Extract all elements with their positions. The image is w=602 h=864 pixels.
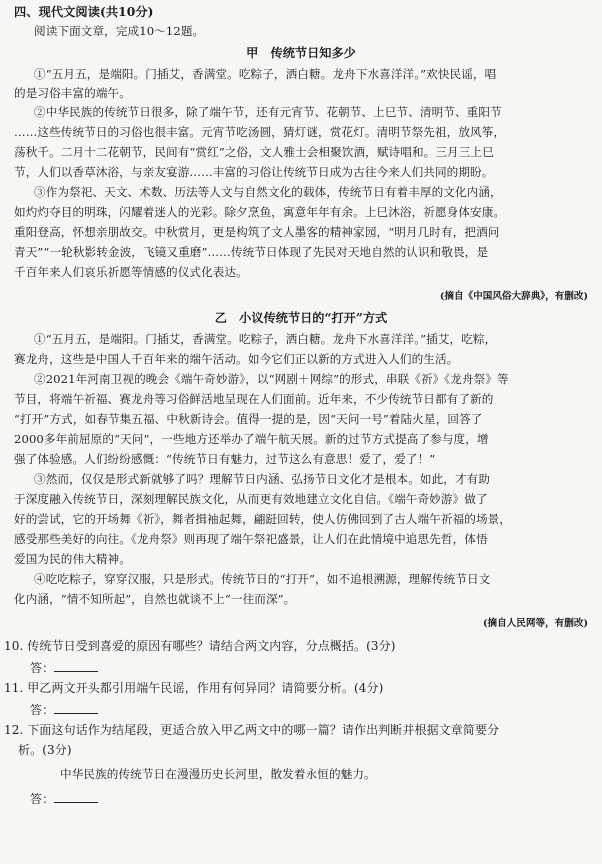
article-a-source: (摘自《中国风俗大辞典》，有删改): [439, 291, 588, 302]
article-a-line: ②中华民族的传统节日很多，除了端午节，还有元宵节、花朝节、上巳节、清明节、重阳节: [34, 105, 502, 119]
article-a-title: 甲 传统节日知多少: [246, 46, 356, 60]
answer-blank-10[interactable]: [54, 659, 98, 672]
section-title: 四、现代文阅读(共10分): [14, 5, 154, 19]
instruction: 阅读下面文章，完成10～12题。: [34, 24, 205, 38]
article-b-line: 赛龙舟，这些是中国人千百年来的端午活动。如今它们正以新的方式进入人们的生活。: [14, 352, 459, 366]
article-b-line: “打开”方式，如春节集五福、中秋新诗会。值得一提的是，因“天问一号”着陆火星，回答了: [14, 412, 483, 426]
answer-row-12: [30, 790, 98, 808]
article-a-line: 的是习俗丰富的端午。: [14, 86, 131, 100]
article-a-line: 青天”“一轮秋影转金波，飞镜又重磨”……传统节日体现了先民对天地自然的认识和敬畏，是: [14, 245, 489, 259]
article-b-line: 2000多年前屈原的“天问”，一些地方还举办了端午航天展。新的过节方式提高了参与度，增: [14, 432, 489, 446]
article-b-line: 爱国为民的伟大精神。: [14, 552, 131, 566]
answer-row-10: [30, 659, 98, 677]
article-b-line: 于深度融入传统节日，深刻理解民族文化，从而更有效地建立文化自信。《端午奇妙游》做了: [14, 492, 488, 506]
article-b-line: ①“五月五，是端阳。门插艾，香满堂。吃粽子，洒白糖。龙舟下水喜洋洋。”插艾，吃粽，: [34, 332, 497, 346]
article-a-line: 千百年来人们哀乐祈愿等情感的仪式化表达。: [14, 265, 248, 279]
article-b-line: 好的尝试，它的开场舞《祈》，舞者揖袖起舞，翩跹回转，使人仿佛回到了古人端午祈福的场景，: [14, 512, 512, 526]
article-a-line: 节，人们以香草沐浴，与亲友宴游……丰富的习俗让传统节日成为古往今来人们共同的期盼。: [14, 165, 494, 179]
article-b-line: ②2021年河南卫视的晚会《端午奇妙游》，以“网剧＋网综”的形式，串联《祈》《龙舟祭》等: [34, 372, 509, 386]
article-a-line: ③作为祭祀、天文、术数、历法等人文与自然文化的载体，传统节日有着丰厚的文化内涵，: [34, 185, 502, 199]
answer-row-11: [30, 701, 98, 719]
question-10: 10. 传统节日受到喜爱的原因有哪些？请结合两文内容，分点概括。(3分): [4, 639, 396, 653]
article-b-line: 强了体验感。人们纷纷感慨：“传统节日有魅力，过节这么有意思！爱了，爱了！”: [14, 452, 436, 466]
question-12-cont: 析。(3分): [18, 743, 72, 757]
article-a-line: 荡秋千。二月十二花朝节，民间有“赏红”之俗，文人雅士会相聚饮酒，赋诗唱和。三月三上巳: [14, 145, 494, 159]
article-a-line: ①“五月五，是端阳。门插艾，香满堂。吃粽子，洒白糖。龙舟下水喜洋洋。”欢快民谣，唱: [34, 67, 497, 81]
article-b-source: (摘自人民网等，有删改): [482, 618, 588, 629]
article-b-title: 乙 小议传统节日的“打开”方式: [214, 311, 388, 325]
article-a-line: 如灼灼夺目的明珠，闪耀着迷人的光彩。除夕烹鱼，寓意年年有余。上巳沐浴，祈愿身体安康。: [14, 205, 506, 219]
article-b-line: 感受那些美好的向往。《龙舟祭》则再现了端午祭祀盛景，让人们在此情境中追思先哲，体悟: [14, 532, 488, 546]
answer-blank-11[interactable]: [54, 701, 98, 714]
article-a-line: 重阳登高，怀想亲朋故交。中秋赏月，更是构筑了文人墨客的精神家园，“明月几时有，把酒问: [14, 225, 500, 239]
answer-label: 答：: [30, 661, 55, 675]
article-a-line: ……这些传统节日的习俗也很丰富。元宵节吃汤圆，猜灯谜，赏花灯。清明节祭先祖，放风筝，: [14, 125, 506, 139]
article-b-line: 化内涵，“情不知所起”，自然也就谈不上“一往而深”。: [14, 592, 296, 606]
answer-label: 答：: [30, 792, 55, 806]
question-12: 12. 下面这句话作为结尾段，更适合放入甲乙两文中的哪一篇？请作出判断并根据文章简要分: [4, 723, 500, 737]
question-12-quote: 中华民族的传统节日在漫漫历史长河里，散发着永恒的魅力。: [60, 767, 376, 781]
answer-blank-12[interactable]: [54, 790, 98, 803]
answer-label: 答：: [30, 703, 55, 717]
article-b-line: ④吃吃粽子，穿穿汉服，只是形式。传统节日的“打开”，如不追根溯源，理解传统节日文: [34, 572, 491, 586]
article-b-line: ③然而，仅仅是形式新就够了吗？理解节日内涵、弘扬节日文化才是根本。如此，才有助: [34, 472, 491, 486]
question-11: 11. 甲乙两文开头都引用端午民谣，作用有何异同？请简要分析。(4分): [4, 681, 384, 695]
article-b-line: 节目，将端午祈福、赛龙舟等习俗鲜活地呈现在人们面前。近年来，不少传统节日都有了新的: [14, 392, 494, 406]
